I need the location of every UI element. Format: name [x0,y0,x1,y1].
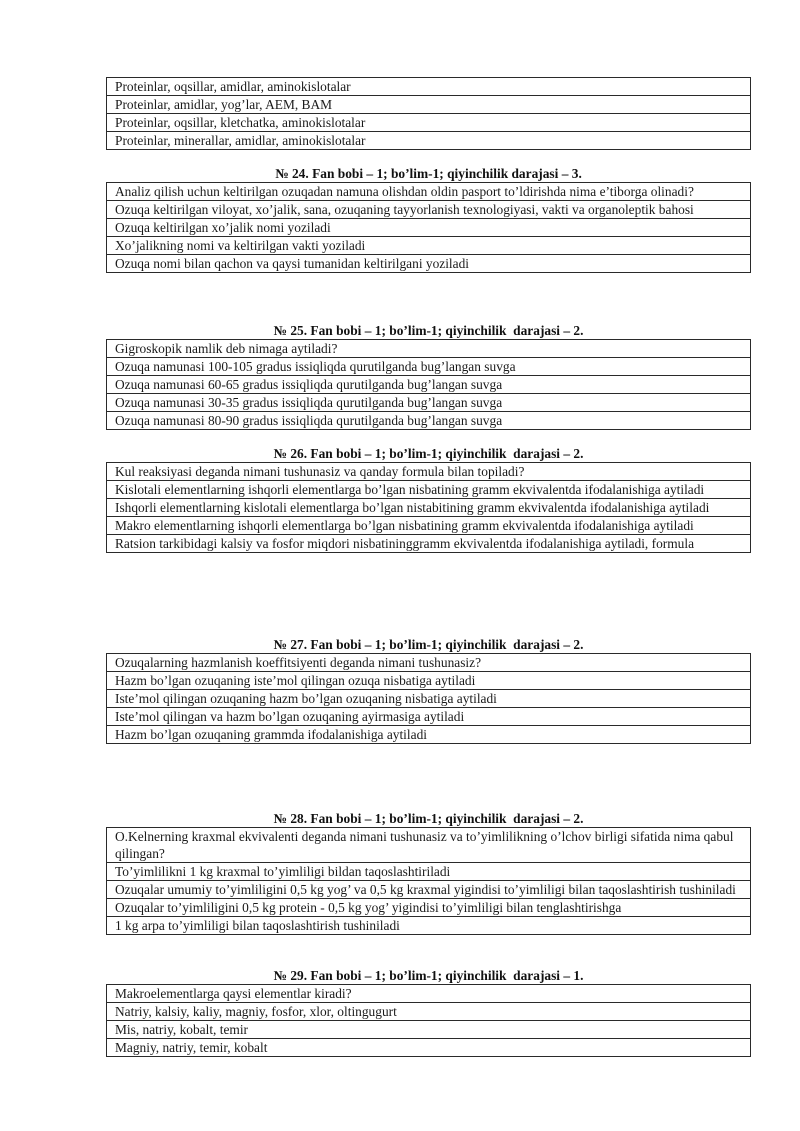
table-row [107,376,751,394]
table-row [107,672,751,690]
table-cell: Proteinlar, oqsillar, amidlar, aminokislotalar [107,78,751,96]
table-row [107,463,751,481]
question-heading: № 26. Fan bobi – 1; bo’lim-1; qiyinchilik darajasi – 2. [273,446,584,461]
table-row [107,255,751,273]
answer-option: Ozuqa namunasi 80-90 gradus issiqliqda qurutilganda bug’langan suvga [107,412,751,430]
table-row [107,394,751,412]
table-row [107,237,751,255]
table-row [107,985,751,1003]
table-row [107,114,751,132]
answer-option: Ozuqa namunasi 30-35 gradus issiqliqda qurutilganda bug’langan suvga [107,394,751,412]
answer-option: Hazm bo’lgan ozuqaning iste’mol qilingan ozuqa nisbatiga aytiladi [107,672,751,690]
answer-option: Magniy, natriy, temir, kobalt [107,1039,751,1057]
answer-table [106,77,751,150]
table-row [107,1039,751,1057]
question-heading: № 28. Fan bobi – 1; bo’lim-1; qiyinchilik darajasi – 2. [273,811,584,826]
table-cell: Proteinlar, amidlar, yog’lar, AEM, BAM [107,96,751,114]
table-row [107,132,751,150]
question-text: Ozuqalarning hazmlanish koeffitsiyenti deganda nimani tushunasiz? [107,654,751,672]
table-row [107,917,751,935]
answer-option: Iste’mol qilingan va hazm bo’lgan ozuqaning ayirmasiga aytiladi [107,708,751,726]
table-row [107,828,751,863]
answer-option: Ozuqa namunasi 60-65 gradus issiqliqda qurutilganda bug’langan suvga [107,376,751,394]
question-text: Gigroskopik namlik deb nimaga aytiladi? [107,340,751,358]
table-row [107,1021,751,1039]
answer-option: Kislotali elementlarning ishqorli elementlarga bo’lgan nisbatining gramm ekvivalentda ifodalanishiga aytiladi [107,481,751,499]
table-row [107,499,751,517]
answer-option: 1 kg arpa to’yimliligi bilan taqoslashtirish tushiniladi [107,917,751,935]
table-row [107,535,751,553]
table-row [107,96,751,114]
question-heading: № 25. Fan bobi – 1; bo’lim-1; qiyinchilik darajasi – 2. [273,323,584,338]
table-row [107,340,751,358]
question-table [106,827,751,935]
table-row [107,517,751,535]
table-row [107,863,751,881]
question-text: Kul reaksiyasi deganda nimani tushunasiz va qanday formula bilan topiladi? [107,463,751,481]
table-row [107,690,751,708]
answer-option: Ozuqa keltirilgan viloyat, xo’jalik, sana, ozuqaning tayyorlanish texnologiyasi, vakti va organoleptik bahosi [107,201,751,219]
answer-option: Natriy, kalsiy, kaliy, magniy, fosfor, xlor, oltingugurt [107,1003,751,1021]
question-text: Makroelementlarga qaysi elementlar kiradi? [107,985,751,1003]
table-row [107,412,751,430]
table-row [107,1003,751,1021]
answer-option: Ratsion tarkibidagi kalsiy va fosfor miqdori nisbatininggramm ekvivalentda ifodalanishiga aytiladi, formula [107,535,751,553]
table-row [107,78,751,96]
table-row [107,358,751,376]
question-table [106,984,751,1057]
table-row [107,183,751,201]
table-row [107,654,751,672]
question-heading: № 27. Fan bobi – 1; bo’lim-1; qiyinchilik darajasi – 2. [273,637,584,652]
answer-option: Hazm bo’lgan ozuqaning grammda ifodalanishiga aytiladi [107,726,751,744]
question-table [106,182,751,273]
question-text: O.Kelnerning kraxmal ekvivalenti deganda nimani tushunasiz va to’yimlilikning o’lchov birligi sifatida nima qabul qilingan? [107,828,751,863]
answer-option: Ozuqa nomi bilan qachon va qaysi tumanidan keltirilgani yoziladi [107,255,751,273]
table-cell: Proteinlar, minerallar, amidlar, aminokislotalar [107,132,751,150]
table-row [107,219,751,237]
question-text: Analiz qilish uchun keltirilgan ozuqadan namuna olishdan oldin pasport to’ldirishda nima e’tiborga olinadi? [107,183,751,201]
table-row [107,726,751,744]
question-table [106,653,751,744]
table-row [107,899,751,917]
answer-option: Ishqorli elementlarning kislotali elementlarga bo’lgan nistabitining gramm ekvivalentda ifodalanishiga aytiladi [107,499,751,517]
answer-option: Ozuqa keltirilgan xo’jalik nomi yoziladi [107,219,751,237]
question-table [106,339,751,430]
answer-option: Ozuqalar to’yimliligini 0,5 kg protein - 0,5 kg yog’ yigindisi to’yimliligi bilan tenglashtirishga [107,899,751,917]
table-row [107,881,751,899]
question-heading: № 29. Fan bobi – 1; bo’lim-1; qiyinchilik darajasi – 1. [273,968,584,983]
question-table [106,462,751,553]
answer-option: Xo’jalikning nomi va keltirilgan vakti yoziladi [107,237,751,255]
answer-option: Makro elementlarning ishqorli elementlarga bo’lgan nisbatining gramm ekvivalentda ifodalanishiga aytiladi [107,517,751,535]
answer-option: To’yimlilikni 1 kg kraxmal to’yimliligi bildan taqoslashtiriladi [107,863,751,881]
answer-option: Ozuqa namunasi 100-105 gradus issiqliqda qurutilganda bug’langan suvga [107,358,751,376]
table-row [107,481,751,499]
table-cell: Proteinlar, oqsillar, kletchatka, aminokislotalar [107,114,751,132]
answer-option: Ozuqalar umumiy to’yimliligini 0,5 kg yog’ va 0,5 kg kraxmal yigindisi to’yimliligi bilan taqoslashtirish tushiniladi [107,881,751,899]
table-row [107,708,751,726]
answer-option: Mis, natriy, kobalt, temir [107,1021,751,1039]
answer-option: Iste’mol qilingan ozuqaning hazm bo’lgan ozuqaning nisbatiga aytiladi [107,690,751,708]
table-row [107,201,751,219]
question-heading: № 24. Fan bobi – 1; bo’lim-1; qiyinchilik darajasi – 3. [275,166,582,181]
